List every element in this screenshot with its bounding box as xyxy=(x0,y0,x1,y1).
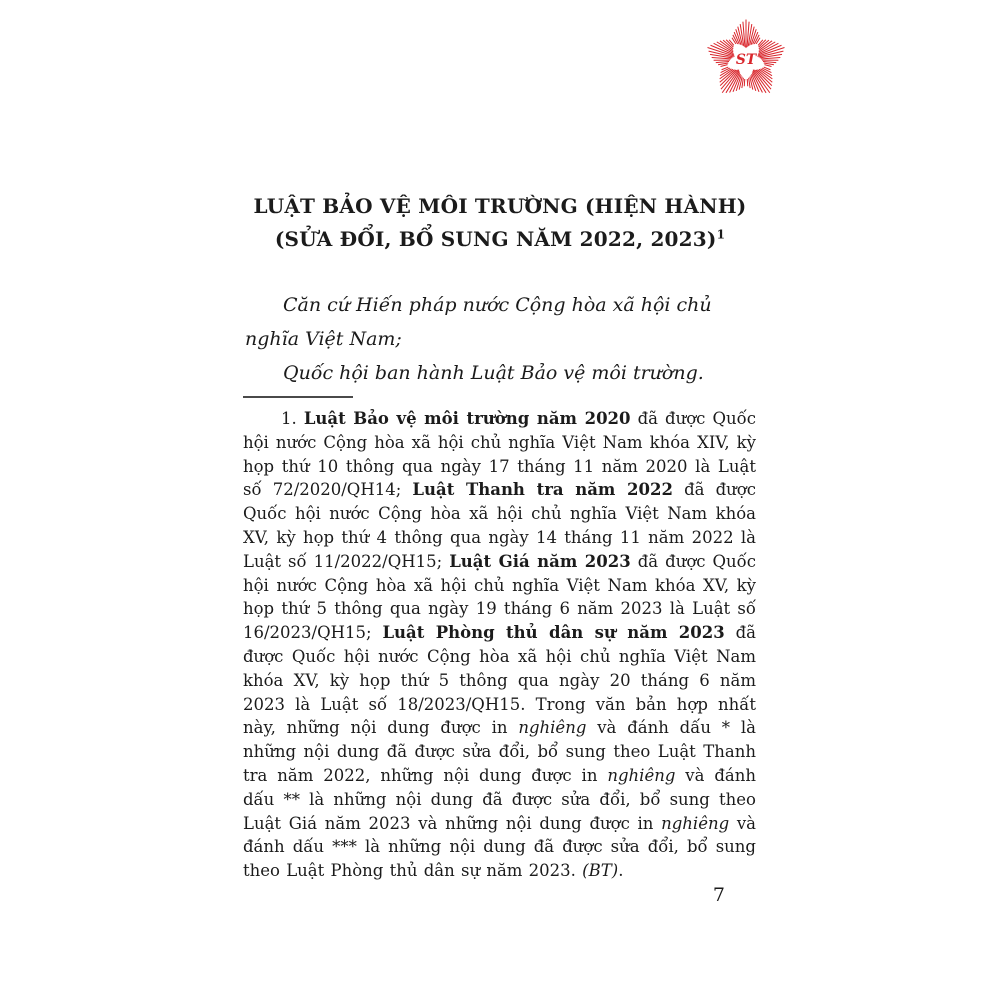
footnote-segment: và đánh dấu * là những nội dung đã được sửa đổi, bổ sung theo Luật Thanh tra năm 2022, những nội dung được in xyxy=(243,718,756,785)
title-line-2-text: (SỬA ĐỔI, BỔ SUNG NĂM 2022, 2023) xyxy=(274,227,717,251)
footnote-segment: và đánh dấu ** là những nội dung đã được sửa đổi, bổ sung theo Luật Giá năm 2023 và những nội dung được in xyxy=(243,765,756,833)
footnote-block xyxy=(243,396,756,883)
footnote-segment: Luật Bảo vệ môi trường năm 2020 xyxy=(303,409,631,428)
footnote-text xyxy=(243,407,756,883)
footnote-segment: đã được Quốc hội nước Cộng hòa xã hội chủ nghĩa Việt Nam khóa XIV, kỳ họp thứ 10 thông qua ngày 17 tháng 11 năm 2020 là Luật số 72/2020/QH14; xyxy=(243,409,756,500)
footnote-reference-mark: 1 xyxy=(716,227,726,242)
footnote-segment: và đánh dấu *** là những nội dung đã được sửa đổi, bổ sung theo Luật Phòng thủ dân sự năm 2023. xyxy=(243,813,757,881)
title-line-1: LUẬT BẢO VỆ MÔI TRƯỜNG (HIỆN HÀNH) xyxy=(253,194,747,218)
footnote-segment: đã được Quốc hội nước Cộng hòa xã hội chủ nghĩa Việt Nam khóa XV, kỳ họp thứ 4 thông qua ngày 14 tháng 11 năm 2022 là Luật số 11/2022/QH15; xyxy=(243,480,756,571)
footnote-segment: Luật Thanh tra năm 2022 xyxy=(412,480,673,500)
footnote-segment: đã được Quốc hội nước Cộng hòa xã hội chủ nghĩa Việt Nam khóa XV, kỳ họp thứ 5 thông qua ngày 19 tháng 6 năm 2023 là Luật số 16/2023/QH15; xyxy=(243,551,756,643)
footnote-segment: (BT) xyxy=(582,861,619,881)
preamble-paragraph-1: Căn cứ Hiến pháp nước Cộng hòa xã hội chủ nghĩa Việt Nam; xyxy=(245,294,712,350)
page-number: 7 xyxy=(712,884,725,906)
footnote-segment: nghiêng xyxy=(518,718,587,738)
footnote-segment: đã được Quốc hội nước Cộng hòa xã hội chủ nghĩa Việt Nam khóa XV, kỳ họp thứ 5 thông qua ngày 20 tháng 6 năm 2023 là Luật số 18/2023/QH15. Trong văn bản hợp nhất này, những nội dung được in xyxy=(243,623,756,738)
footnote-segment: Luật Giá năm 2023 xyxy=(449,551,631,571)
publisher-logo xyxy=(700,14,792,106)
footnote-segment: Luật Phòng thủ dân sự năm 2023 xyxy=(382,623,725,643)
footnote-segment: nghiêng xyxy=(607,765,676,785)
footnote-segment: . xyxy=(618,861,624,881)
document-title xyxy=(235,190,765,256)
starburst-icon xyxy=(700,14,792,106)
footnote-separator-rule xyxy=(243,396,353,398)
footnote-segment: 1. xyxy=(281,409,304,428)
preamble xyxy=(245,288,757,390)
title-line-2 xyxy=(235,223,765,256)
preamble-paragraph-2: Quốc hội ban hành Luật Bảo vệ môi trường. xyxy=(283,362,704,384)
footnote-segment: nghiêng xyxy=(661,813,730,833)
logo-monogram: ST xyxy=(735,51,757,68)
